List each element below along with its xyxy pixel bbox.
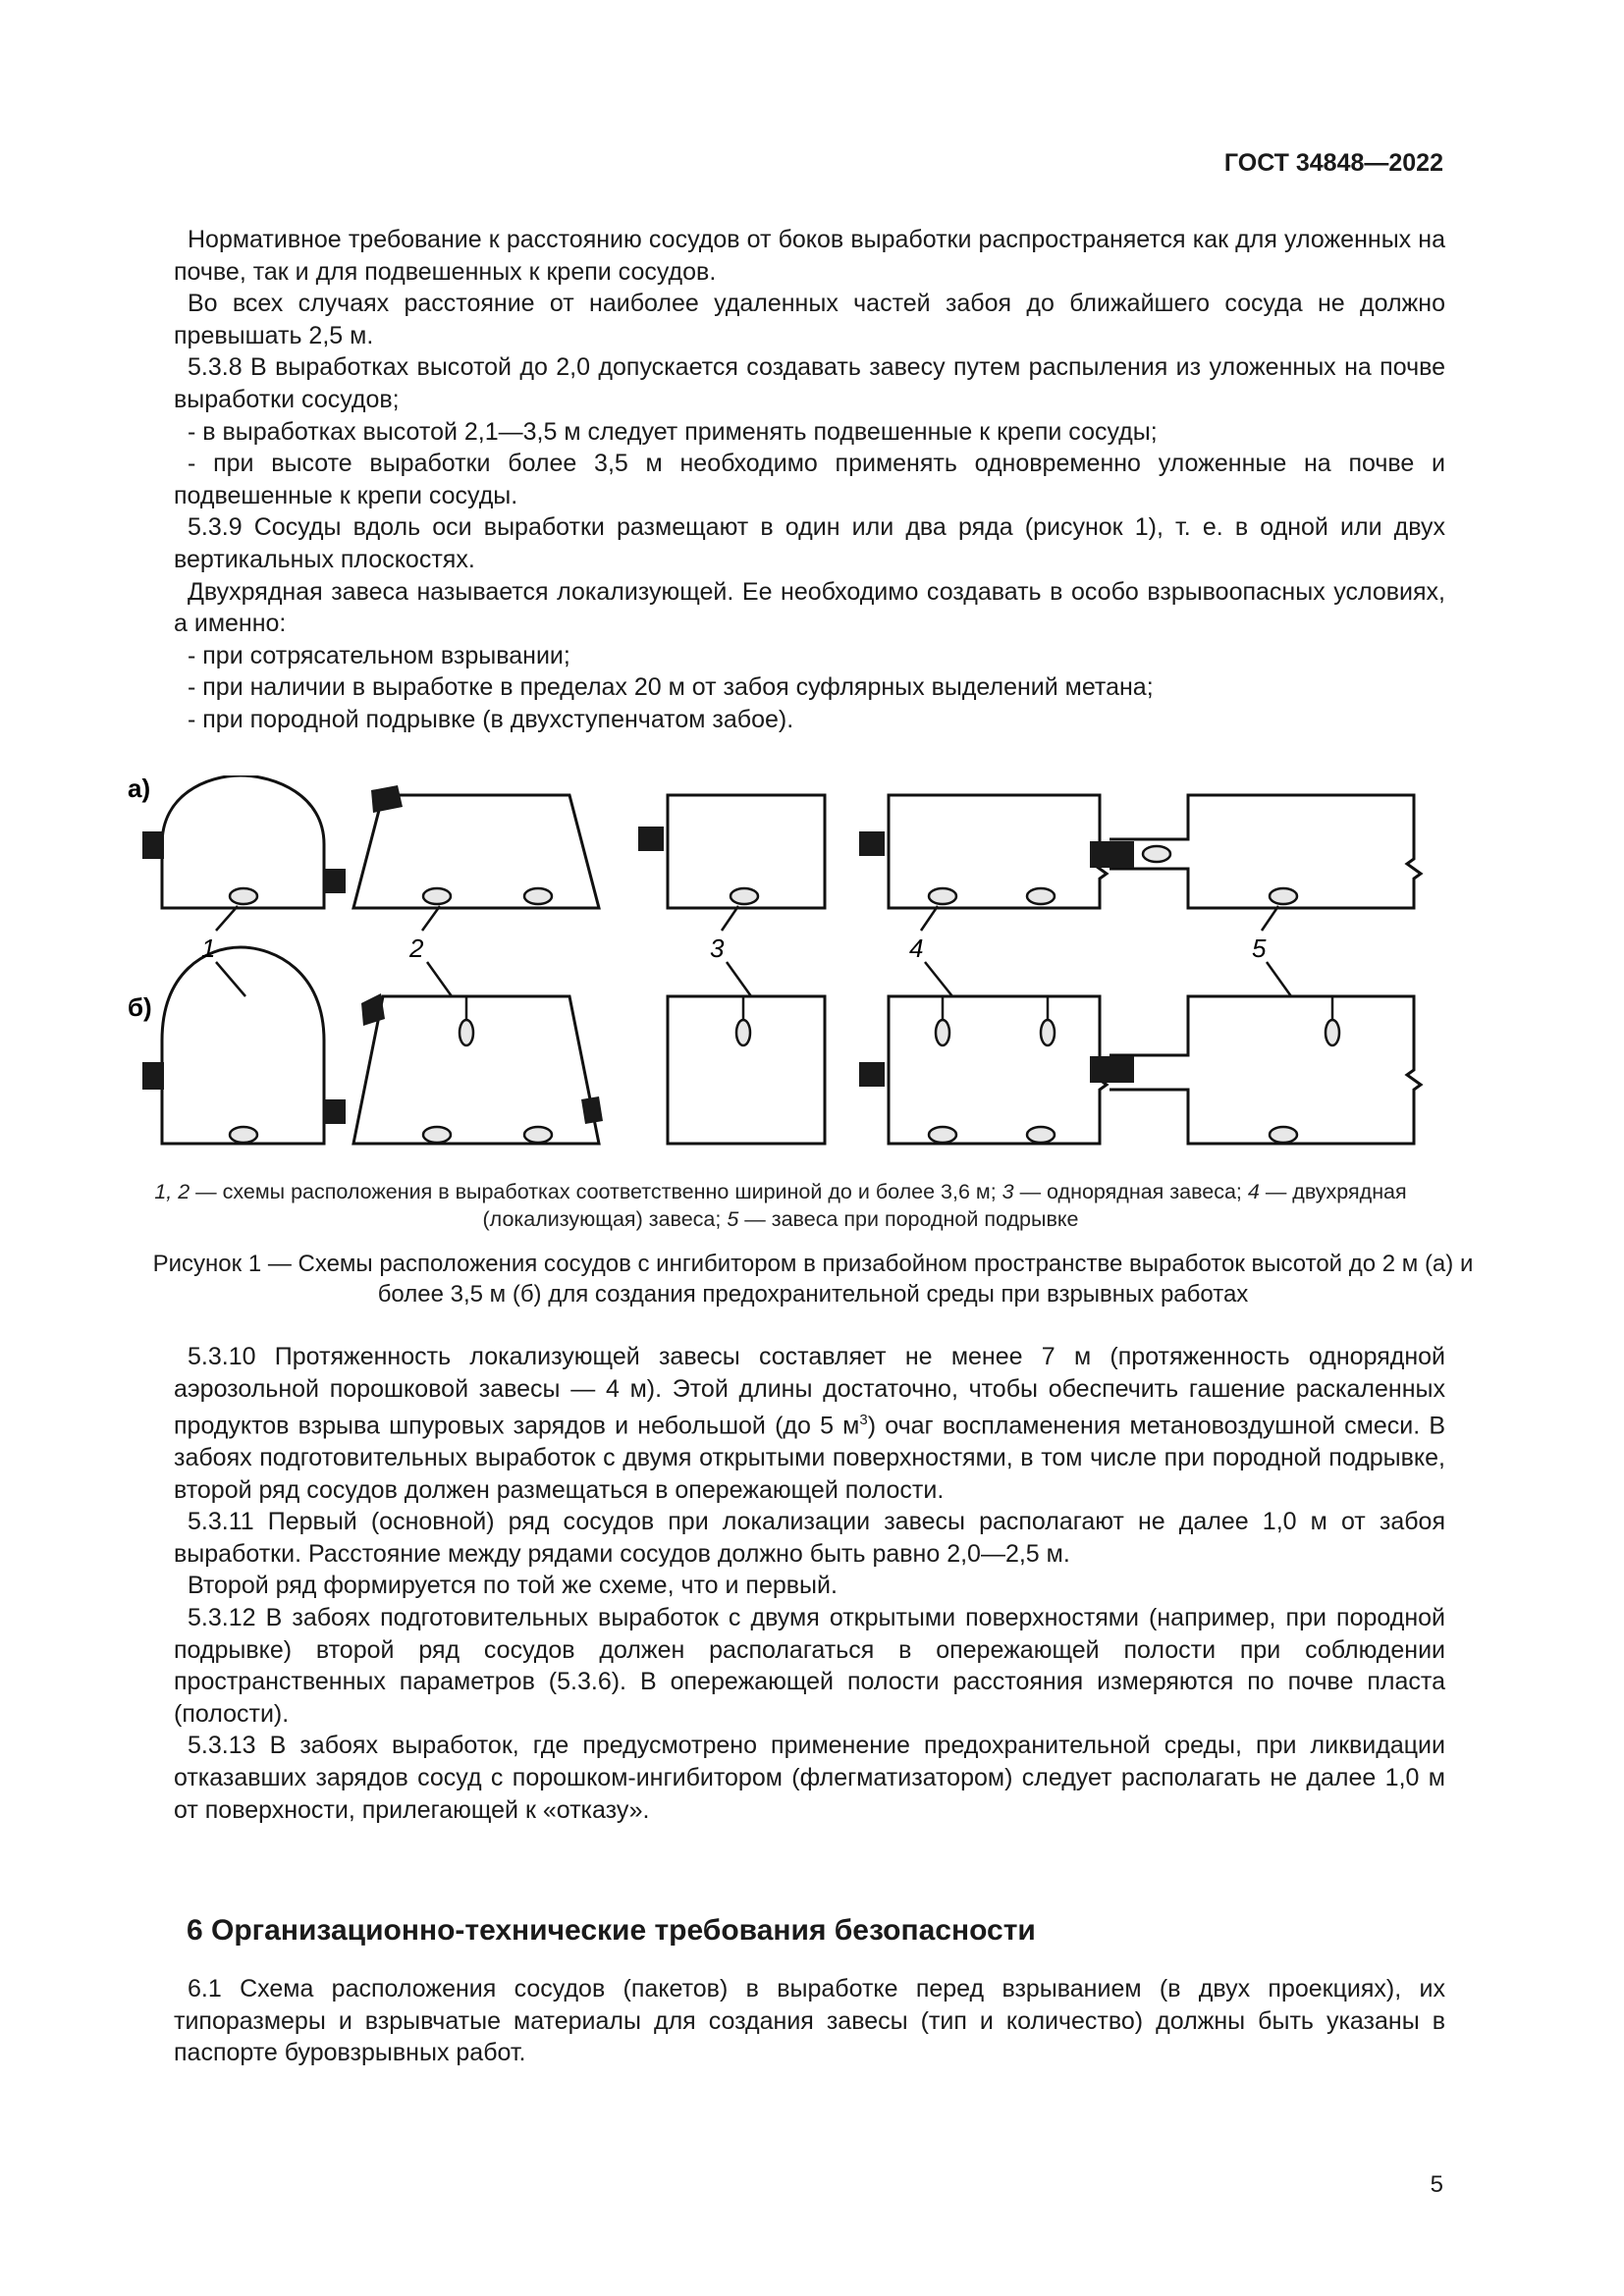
- diagram-number-3: 3: [710, 934, 725, 963]
- text-block-top: [174, 224, 1445, 736]
- paragraph: Двухрядная завеса называется локализующей. Ее необходимо создавать в особо взрывоопасных условиях, а именно:: [174, 577, 1445, 638]
- row-label-b: б): [128, 992, 152, 1022]
- paragraph-5-3-8: 5.3.8 В выработках высотой до 2,0 допускается создавать завесу путем распыления из уложенных на почве выработки сосудов;: [174, 353, 1445, 413]
- figure-1-diagram: [128, 775, 1492, 1168]
- paragraph: Второй ряд формируется по той же схеме, что и первый.: [188, 1572, 838, 1600]
- figure-caption: Рисунок 1 — Схемы расположения сосудов с ингибитором в призабойном пространстве выработок высотой до 2 м (а) и более 3,5 м (б) для создания предохранительной среды при взрывных работах: [152, 1251, 1474, 1308]
- list-item: - при породной подрывке (в двухступенчатом забое).: [188, 705, 794, 733]
- paragraph-5-3-9: 5.3.9 Сосуды вдоль оси выработки размещают в один или два ряда (рисунок 1), т. е. в одной или двух вертикальных плоскостях.: [174, 513, 1445, 573]
- paragraph-6-1: 6.1 Схема расположения сосудов (пакетов) в выработке перед взрыванием (в двух проекциях), их типоразмеры и взрывчатые материалы для создания завесы (тип и количество) должны быть указаны в паспорте буровзрывных работ.: [174, 1975, 1445, 2067]
- page-number: 5: [1430, 2171, 1443, 2198]
- list-item: - при высоте выработки более 3,5 м необходимо применять одновременно уложенные на почве и подвешенные к крепи сосуды.: [174, 450, 1445, 509]
- diagram-number-2: 2: [409, 934, 424, 963]
- paragraph: Нормативное требование к расстоянию сосудов от боков выработки распространяется как для уложенных на почве, так и для подвешенных к крепи сосудов.: [174, 226, 1445, 286]
- diagram-number-5: 5: [1252, 934, 1267, 963]
- paragraph-5-3-10: 5.3.10 Протяженность локализующей завесы составляет не менее 7 м (протяженность однорядной аэрозольной порошковой завесы — 4 м). Этой длины достаточно, чтобы обеспечить гашение раскаленных продуктов взрыва шпуровых зарядов и небольшой (до 5 $м^3$) очаг воспламенения метановоздушной смеси. В забоях подготовительных выработок с двумя открытыми поверхностями, в том числе при породной подрывке, второй ряд сосудов должен размещаться в опережающей полости.: [174, 1343, 1445, 1504]
- paragraph-5-3-13: 5.3.13 В забоях выработок, где предусмотрено применение предохранительной среды, при ликвидации отказавших зарядов сосуд с порошком-ингибитором (флегматизатором) следует располагать не далее 1,0 м от поверхности, прилегающей к «отказу».: [174, 1732, 1445, 1824]
- text-block-section-6: [174, 1973, 1445, 2069]
- text-block-bottom: [174, 1341, 1445, 1826]
- list-item: - в выработках высотой 2,1—3,5 м следует применять подвешенные к крепи сосуды;: [188, 417, 1158, 446]
- paragraph: Во всех случаях расстояние от наиболее удаленных частей забоя до ближайшего сосуда не должно превышать 2,5 м.: [174, 290, 1445, 349]
- figure-legend: 1, 2 — схемы расположения в выработках соответственно шириной до и более 3,6 м; 3 — однорядная завеса; 4 — двухрядная (локализующая) завеса; 5 — завеса при породной подрывке: [154, 1180, 1407, 1231]
- list-item: - при сотрясательном взрывании;: [188, 641, 570, 669]
- row-label-a: а): [128, 775, 151, 803]
- list-item: - при наличии в выработке в пределах 20 м от забоя суфлярных выделений метана;: [188, 673, 1154, 702]
- paragraph-5-3-11: 5.3.11 Первый (основной) ряд сосудов при локализации завесы располагают не далее 1,0 м от забоя выработки. Расстояние между рядами сосудов должно быть равно 2,0—2,5 м.: [174, 1508, 1445, 1568]
- document-code-header: ГОСТ 34848—2022: [1223, 149, 1443, 177]
- section-6-heading: 6 Организационно-технические требования безопасности: [187, 1914, 1036, 1947]
- diagram-number-4: 4: [909, 934, 924, 963]
- diagram-number-1: 1: [201, 934, 216, 963]
- paragraph-5-3-12: 5.3.12 В забоях подготовительных выработок с двумя открытыми поверхностями (например, при породной подрывке) второй ряд сосудов должен располагаться в опережающей полости при соблюдении пространственных параметров (5.3.6). В опережающей полости расстояния измеряются по почве пласта (полости).: [174, 1604, 1445, 1728]
